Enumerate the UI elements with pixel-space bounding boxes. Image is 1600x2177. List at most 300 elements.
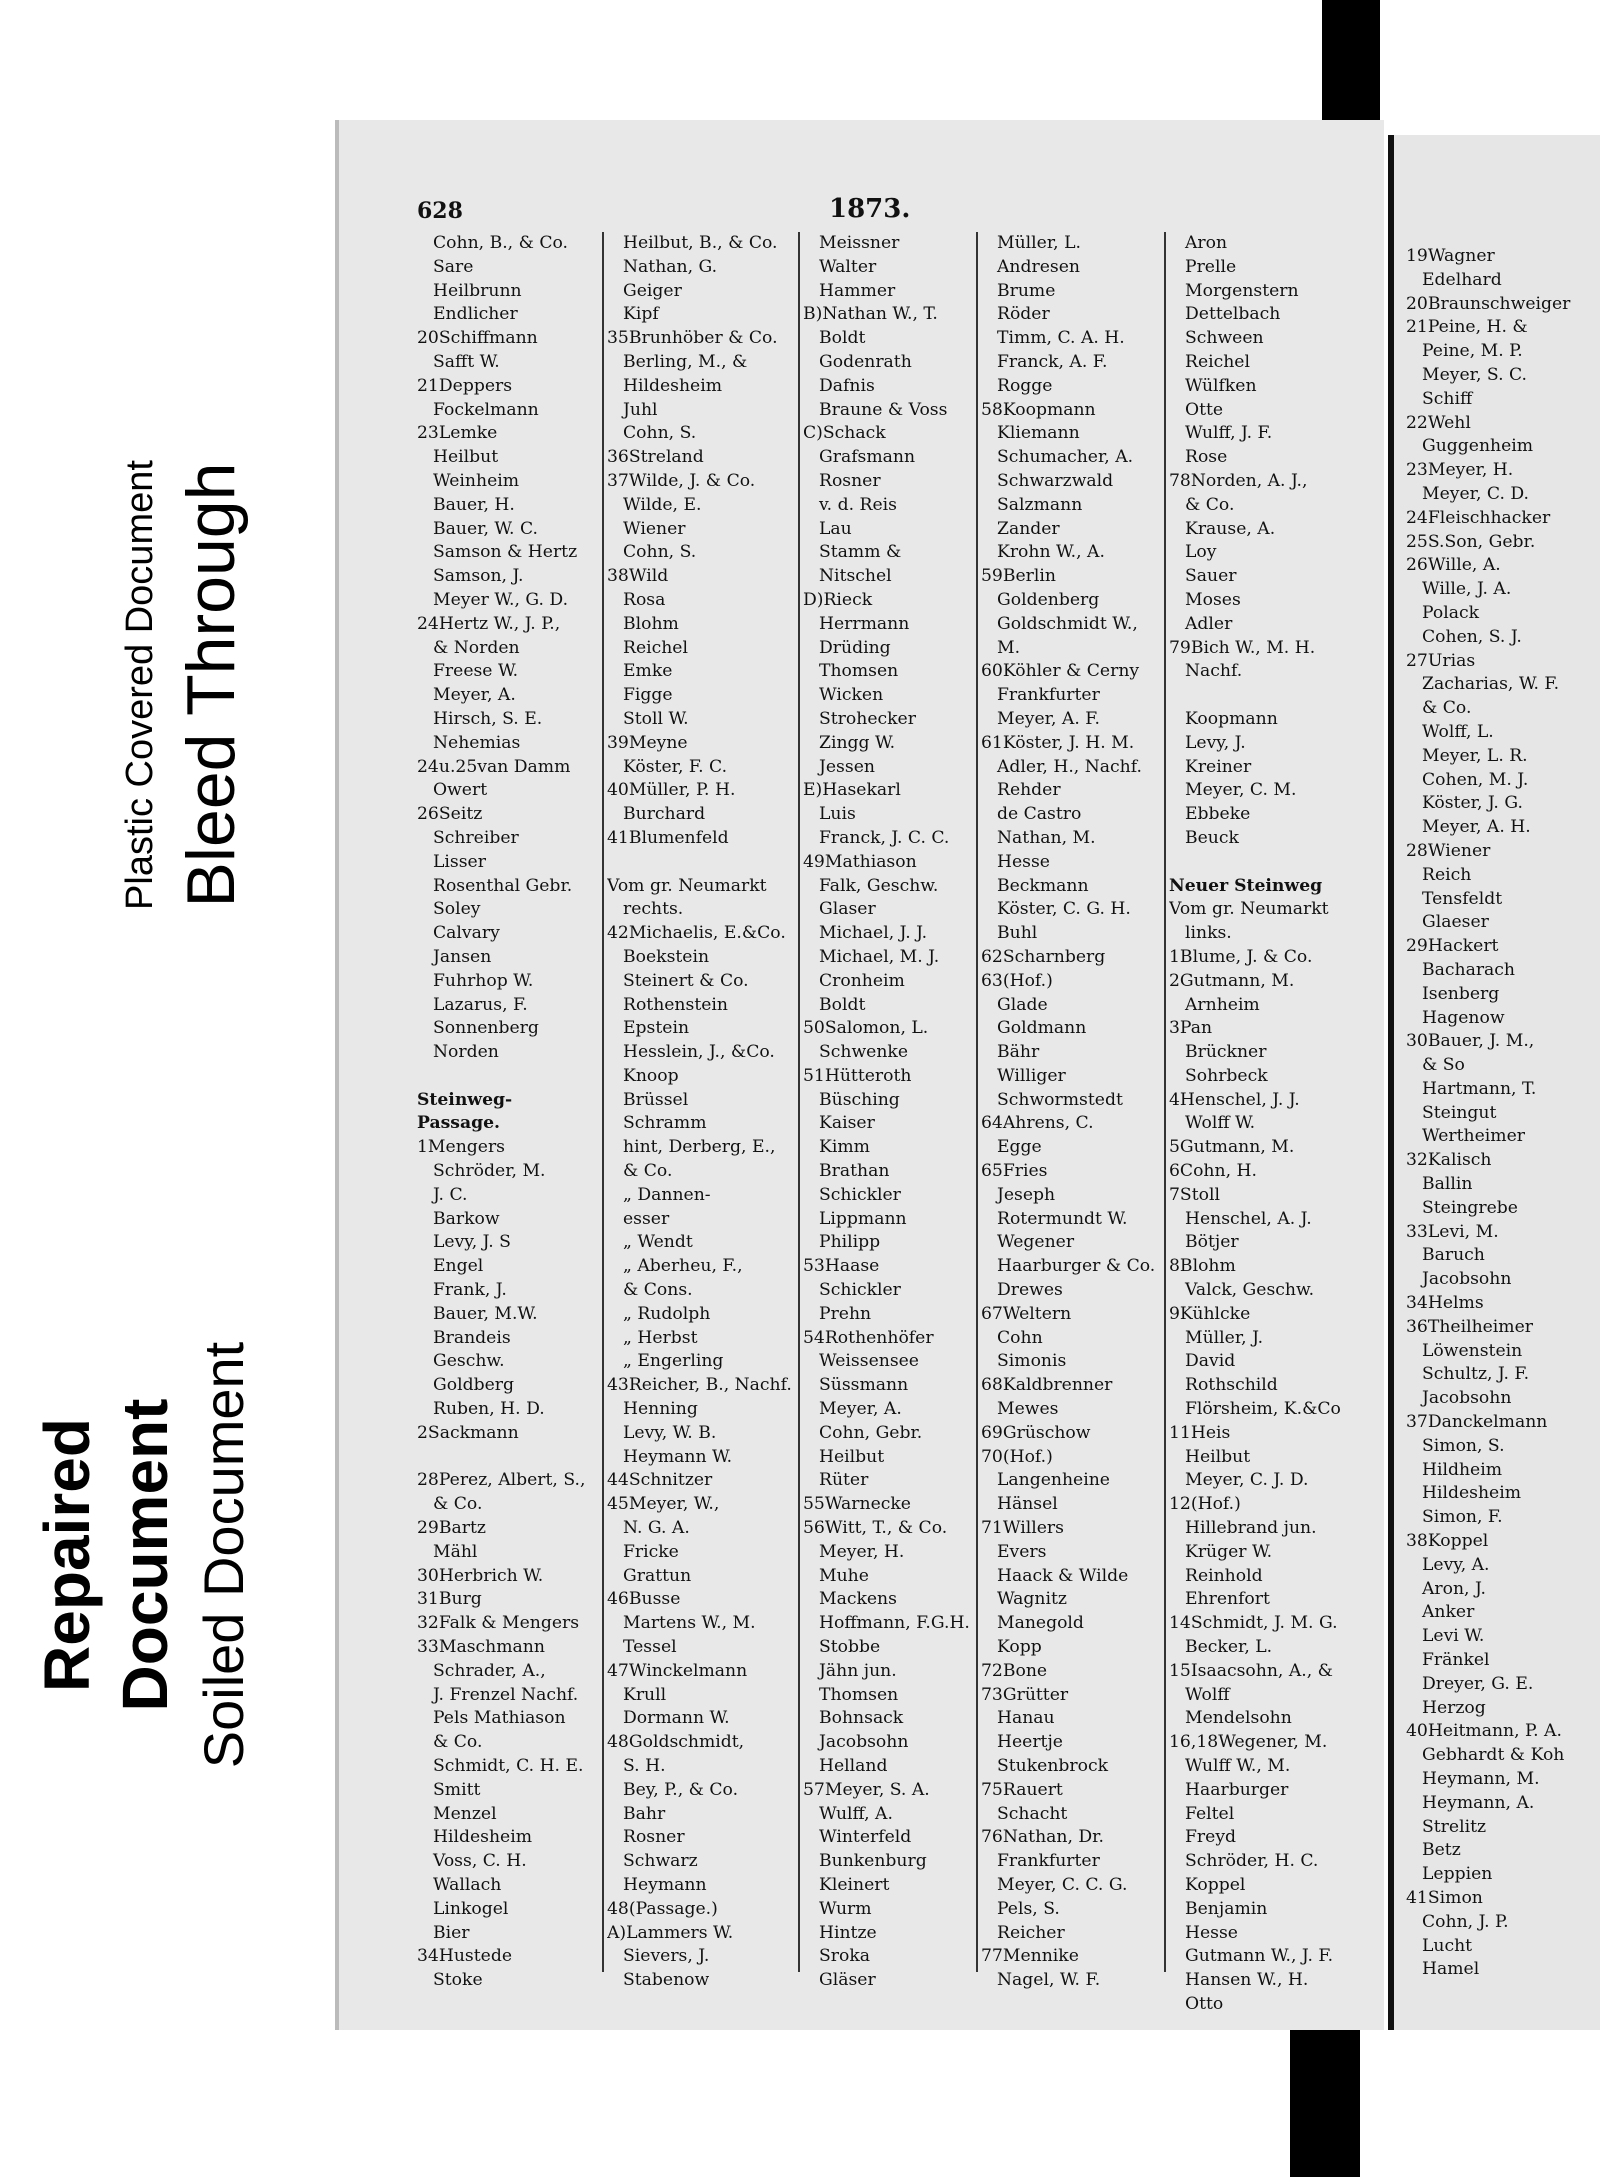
label-document: Document: [109, 1398, 181, 1712]
facing-page: [1388, 135, 1600, 2030]
directory-entry: Frank, J.: [433, 1280, 507, 1301]
directory-entry: Wicken: [819, 685, 884, 706]
directory-entry: Sohrbeck: [1185, 1065, 1268, 1086]
directory-entry: 22Wehl: [1406, 412, 1471, 433]
label-bleed-through: Bleed Through: [173, 462, 249, 908]
directory-entry: Nachf.: [1185, 661, 1243, 682]
directory-entry: Ballin: [1422, 1174, 1473, 1195]
directory-entry: Wülfken: [1185, 375, 1257, 396]
directory-entry: Reichel: [1185, 351, 1250, 372]
label-plastic-covered: Plastic Covered Document: [119, 460, 161, 910]
directory-entry: & Co.: [433, 1494, 483, 1515]
condition-label-bottom: [18, 1255, 328, 1855]
column-rule: [602, 232, 604, 1972]
directory-entry: Jacobsohn: [1422, 1388, 1512, 1409]
directory-entry: 50Salomon, L.: [803, 1018, 929, 1039]
directory-entry: Franck, J. C. C.: [819, 827, 950, 848]
directory-entry: Flörsheim, K.&Co: [1185, 1399, 1341, 1420]
directory-entry: Meyer, C. J. D.: [1185, 1470, 1309, 1491]
directory-entry: Ruben, H. D.: [433, 1399, 545, 1420]
directory-entry: Pels Mathiason: [433, 1708, 566, 1729]
directory-entry: Mähl: [433, 1541, 478, 1562]
directory-entry: Gebhardt & Koh: [1422, 1745, 1565, 1766]
directory-entry: Knoop: [623, 1065, 679, 1086]
directory-entry: Meyer, C. M.: [1185, 780, 1297, 801]
directory-entry: 76Nathan, Dr.: [981, 1827, 1104, 1848]
directory-entry: David: [1185, 1351, 1236, 1372]
directory-entry: Weinheim: [433, 470, 520, 491]
directory-entry: Rothschild: [1185, 1375, 1278, 1396]
directory-entry: Koppel: [1185, 1874, 1246, 1895]
directory-entry: Berling, M., &: [623, 351, 748, 372]
directory-entry: Buhl: [997, 923, 1038, 944]
directory-entry: Leppien: [1422, 1864, 1493, 1885]
directory-entry: Aron: [1185, 233, 1228, 253]
directory-entry: Evers: [997, 1541, 1047, 1562]
directory-entry: Wolff W.: [1185, 1113, 1256, 1134]
directory-entry: Baruch: [1422, 1245, 1485, 1266]
directory-entry: Haarburger & Co.: [997, 1256, 1156, 1277]
directory-entry: & Co.: [1422, 698, 1472, 719]
directory-entry: Krohn W., A.: [997, 542, 1105, 563]
directory-entry: Feltel: [1185, 1803, 1235, 1824]
directory-entry: Hildheim: [1422, 1459, 1503, 1480]
directory-entry: 11Heis: [1169, 1422, 1231, 1443]
directory-entry: Lazarus, F.: [433, 994, 528, 1015]
directory-entry: Blohm: [623, 613, 679, 634]
directory-entry: Schrader, A.,: [433, 1660, 546, 1681]
directory-entry: Steinert & Co.: [623, 970, 749, 991]
directory-entry: Hirsch, S. E.: [433, 708, 543, 729]
directory-entry: 61Köster, J. H. M.: [981, 732, 1135, 753]
directory-entry: 29Hackert: [1406, 936, 1499, 957]
directory-entry: Hartmann, T.: [1422, 1078, 1537, 1099]
directory-entry: v. d. Reis: [819, 494, 897, 515]
directory-entry: Heymann W.: [623, 1446, 733, 1467]
directory-entry: Rothenstein: [623, 994, 728, 1015]
directory-entry: Hänsel: [997, 1494, 1058, 1515]
directory-entry: Benjamin: [1185, 1898, 1268, 1919]
directory-entry: Engel: [433, 1256, 484, 1277]
directory-entry: Cohn, S.: [623, 542, 697, 563]
directory-entry: Moses: [1185, 589, 1241, 610]
directory-entry: Hesslein, J., &Co.: [623, 1042, 775, 1063]
directory-entry: „ Rudolph: [623, 1303, 711, 1324]
directory-entry: Rehder: [997, 780, 1061, 801]
directory-column-5: [1169, 232, 1381, 2017]
directory-entry: Büsching: [819, 1089, 900, 1110]
directory-entry: Boekstein: [623, 946, 710, 967]
directory-entry: Williger: [997, 1065, 1066, 1086]
directory-entry: Süssmann: [819, 1375, 909, 1396]
directory-entry: 5Gutmann, M.: [1169, 1137, 1295, 1158]
directory-entry: Heilbrunn: [433, 280, 522, 301]
directory-entry: Prelle: [1185, 256, 1237, 277]
directory-entry: 1Blume, J. & Co.: [1169, 946, 1313, 967]
directory-entry: 41Blumenfeld: [607, 827, 729, 848]
directory-entry: 24Hertz W., J. P.,: [417, 613, 561, 634]
directory-entry: [607, 851, 795, 875]
directory-entry: Lippmann: [819, 1208, 907, 1229]
directory-entry: Simon, F.: [1422, 1507, 1503, 1528]
directory-entry: Levy, A.: [1422, 1554, 1490, 1575]
directory-entry: 30Bauer, J. M.,: [1406, 1031, 1535, 1052]
directory-entry: Müller, L.: [997, 233, 1081, 253]
directory-entry: Walter: [819, 256, 877, 277]
directory-entry: Strelitz: [1422, 1816, 1487, 1837]
directory-entry: 21Peine, H. &: [1406, 317, 1528, 338]
directory-entry: hint, Derberg, E.,: [623, 1137, 776, 1158]
directory-entry: „ Engerling: [623, 1351, 724, 1372]
directory-entry: Heilbut: [1185, 1446, 1251, 1467]
directory-entry: Helland: [819, 1756, 888, 1776]
directory-entry: Frankfurter: [997, 1851, 1100, 1872]
directory-entry: Freyd: [1185, 1827, 1237, 1848]
directory-entry: Levy, J.: [1185, 732, 1246, 753]
directory-entry: Goldmann: [997, 1018, 1087, 1039]
directory-entry: 73Grütter: [981, 1684, 1069, 1705]
directory-entry: 21Deppers: [417, 375, 513, 396]
directory-entry: Pels, S.: [997, 1898, 1060, 1919]
directory-entry: J. C.: [433, 1184, 468, 1205]
directory-entry: 27Urias: [1406, 650, 1476, 671]
directory-entry: Smitt: [433, 1779, 481, 1800]
directory-entry: Zander: [997, 518, 1060, 539]
directory-entry: Rosner: [623, 1827, 685, 1848]
directory-entry: Geiger: [623, 280, 682, 301]
scanner-edge-bottom: [1290, 2030, 1360, 2177]
directory-entry: Brume: [997, 280, 1056, 301]
directory-entry: Stobbe: [819, 1637, 881, 1658]
directory-entry: 28Perez, Albert, S.,: [417, 1470, 586, 1491]
directory-entry: Schickler: [819, 1184, 901, 1205]
directory-entry: A)Lammers W.: [607, 1922, 734, 1943]
directory-entry: 67Weltern: [981, 1303, 1072, 1324]
directory-entry: Heymann: [623, 1874, 707, 1895]
directory-entry: 1Mengers: [417, 1137, 505, 1158]
directory-entry: Krause, A.: [1185, 518, 1276, 539]
directory-entry: [417, 1446, 599, 1470]
directory-entry: 31Burg: [417, 1589, 482, 1610]
directory-entry: Bötjer: [1185, 1232, 1239, 1253]
directory-entry: 37Wilde, J. & Co.: [607, 470, 756, 491]
directory-entry: Hildesheim: [623, 375, 723, 396]
directory-page: [335, 120, 1384, 2030]
directory-entry: Wulff W., M.: [1185, 1756, 1291, 1776]
directory-entry: Egge: [997, 1137, 1042, 1158]
directory-entry: Kipf: [623, 304, 659, 325]
directory-entry: Jacobsohn: [1422, 1269, 1512, 1290]
directory-entry: 44Schnitzer: [607, 1470, 713, 1491]
directory-entry: 59Berlin: [981, 566, 1056, 587]
directory-entry: Reinhold: [1185, 1565, 1263, 1586]
directory-entry: Wallach: [433, 1874, 502, 1895]
directory-entry: Cronheim: [819, 970, 905, 991]
condition-label-top: [90, 340, 330, 1030]
directory-entry: Sare: [433, 256, 474, 277]
directory-entry: Nagel, W. F.: [997, 1970, 1101, 1991]
directory-entry: Steingrebe: [1422, 1197, 1518, 1218]
page-number: 628: [417, 198, 463, 224]
directory-entry: 36Streland: [607, 447, 704, 468]
directory-entry: Heilbut: [433, 447, 499, 468]
directory-column-1: [417, 232, 599, 1993]
directory-entry: 48Goldschmidt,: [607, 1732, 745, 1753]
directory-entry: Goldberg: [433, 1375, 514, 1396]
label-repaired: Repaired: [31, 1418, 103, 1692]
directory-entry: Manegold: [997, 1613, 1084, 1634]
directory-entry: 20Schiffmann: [417, 328, 538, 349]
directory-entry: Herzog: [1422, 1697, 1486, 1718]
directory-entry: links.: [1185, 923, 1232, 944]
directory-entry: Cohn, B., & Co.: [433, 233, 569, 253]
directory-entry: [1169, 684, 1381, 708]
directory-entry: Bahr: [623, 1803, 666, 1824]
directory-entry: 3Pan: [1169, 1018, 1213, 1039]
directory-entry: Winterfeld: [819, 1827, 912, 1848]
directory-entry: Boldt: [819, 994, 866, 1015]
directory-entry: Kleinert: [819, 1874, 890, 1895]
directory-entry: Beuck: [1185, 827, 1239, 848]
directory-entry: 37Danckelmann: [1406, 1412, 1548, 1433]
directory-entry: Betz: [1422, 1840, 1461, 1861]
directory-entry: Kimm: [819, 1137, 870, 1158]
directory-entry: Sauer: [1185, 566, 1237, 587]
directory-entry: M.: [997, 637, 1021, 658]
directory-entry: Wagnitz: [997, 1589, 1067, 1610]
directory-entry: 49Mathiason: [803, 851, 917, 872]
page-year: 1873.: [829, 194, 911, 224]
directory-entry: Ehrenfort: [1185, 1589, 1270, 1610]
directory-entry: Röder: [997, 304, 1050, 325]
directory-entry: 4Henschel, J. J.: [1169, 1089, 1300, 1110]
directory-entry: Otte: [1185, 399, 1224, 420]
directory-entry: Safft W.: [433, 351, 500, 372]
directory-entry: „ Aberheu, F.,: [623, 1256, 743, 1277]
directory-entry: S. H.: [623, 1756, 666, 1776]
directory-column-3: [803, 232, 973, 1993]
directory-entry: Hammer: [819, 280, 896, 301]
directory-entry: Stabenow: [623, 1970, 710, 1991]
directory-entry: C)Schack: [803, 423, 886, 444]
directory-entry: Bähr: [997, 1042, 1040, 1063]
directory-entry: Jeseph: [997, 1184, 1056, 1205]
column-rule: [1164, 232, 1166, 1972]
directory-entry: Peine, M. P.: [1422, 341, 1523, 362]
directory-entry: Reicher: [997, 1922, 1065, 1943]
directory-entry: Weissensee: [819, 1351, 919, 1372]
directory-entry: Stukenbrock: [997, 1756, 1109, 1776]
directory-entry: 29Bartz: [417, 1518, 486, 1539]
directory-entry: Schröder, H. C.: [1185, 1851, 1319, 1872]
directory-entry: Wegener: [997, 1232, 1075, 1253]
directory-entry: Bunkenburg: [819, 1851, 927, 1872]
directory-entry: Nehemias: [433, 732, 521, 753]
directory-entry: Meyer, C. C. G.: [997, 1874, 1128, 1895]
directory-entry: Cohn, Gebr.: [819, 1422, 923, 1443]
directory-entry: Timm, C. A. H.: [997, 328, 1125, 349]
directory-entry: Jessen: [819, 756, 875, 777]
directory-entry: 33Maschmann: [417, 1637, 545, 1658]
directory-entry: Grafsmann: [819, 447, 916, 468]
directory-column-4: [981, 232, 1161, 1993]
directory-entry: & Co.: [623, 1161, 673, 1182]
directory-entry: Burchard: [623, 804, 706, 825]
directory-entry: 32Falk & Mengers: [417, 1613, 580, 1634]
directory-entry: 26Wille, A.: [1406, 555, 1501, 576]
directory-entry: 38Wild: [607, 566, 669, 587]
directory-entry: Schreiber: [433, 827, 519, 848]
directory-entry: Glade: [997, 994, 1048, 1015]
directory-entry: Schmidt, C. H. E.: [433, 1756, 584, 1776]
directory-entry: Glaeser: [1422, 912, 1489, 933]
directory-entry: 57Meyer, S. A.: [803, 1779, 930, 1800]
directory-entry: Hildesheim: [1422, 1483, 1522, 1504]
directory-entry: Samson & Hertz: [433, 542, 578, 563]
directory-entry: 60Köhler & Cerny: [981, 661, 1140, 682]
directory-entry: 14Schmidt, J. M. G.: [1169, 1613, 1338, 1634]
directory-entry: Neuer Steinweg: [1169, 875, 1323, 896]
directory-entry: 32Kalisch: [1406, 1150, 1492, 1171]
directory-entry: Calvary: [433, 923, 500, 944]
directory-entry: Meissner: [819, 233, 900, 253]
directory-entry: Michael, M. J.: [819, 946, 940, 967]
directory-entry: Steinweg-: [417, 1089, 513, 1110]
directory-entry: Hanau: [997, 1708, 1055, 1729]
directory-entry: Simon, S.: [1422, 1435, 1505, 1456]
directory-entry: Heilbut: [819, 1446, 885, 1467]
directory-entry: 45Meyer, W.,: [607, 1494, 720, 1515]
directory-entry: Dettelbach: [1185, 304, 1281, 325]
directory-entry: Fränkel: [1422, 1650, 1490, 1671]
directory-entry: 24Fleischhacker: [1406, 507, 1551, 528]
directory-entry: Stamm &: [819, 542, 902, 563]
directory-entry: Mewes: [997, 1399, 1059, 1420]
directory-entry: Boldt: [819, 328, 866, 349]
directory-entry: Samson, J.: [433, 566, 524, 587]
directory-entry: 26Seitz: [417, 804, 483, 825]
directory-entry: Gläser: [819, 1970, 876, 1991]
directory-entry: Hagenow: [1422, 1007, 1505, 1028]
directory-entry: Fricke: [623, 1541, 679, 1562]
directory-entry: Levy, W. B.: [623, 1422, 717, 1443]
directory-entry: Müller, J.: [1185, 1327, 1264, 1348]
directory-entry: Levy, J. S: [433, 1232, 511, 1253]
directory-entry: Bohnsack: [819, 1708, 904, 1729]
directory-entry: & Cons.: [623, 1280, 693, 1301]
directory-entry: 47Winckelmann: [607, 1660, 748, 1681]
directory-entry: Anker: [1422, 1602, 1475, 1623]
directory-entry: Brandeis: [433, 1327, 511, 1348]
directory-entry: Nitschel: [819, 566, 892, 587]
directory-entry: Michael, J. J.: [819, 923, 928, 944]
directory-entry: Hintze: [819, 1922, 877, 1943]
directory-entry: Schwarzwald: [997, 470, 1114, 491]
directory-entry: Ebbeke: [1185, 804, 1251, 825]
directory-entry: Schumacher, A.: [997, 447, 1134, 468]
directory-entry: de Castro: [997, 804, 1082, 825]
directory-entry: 62Scharnberg: [981, 946, 1106, 967]
directory-entry: 41Simon: [1406, 1887, 1483, 1908]
directory-entry: Thomsen: [819, 1684, 899, 1705]
directory-entry: Schwormstedt: [997, 1089, 1123, 1110]
directory-entry: Krull: [623, 1684, 667, 1705]
directory-entry: Meyer, A. F.: [997, 708, 1100, 729]
directory-entry: Isenberg: [1422, 983, 1500, 1004]
directory-entry: Sroka: [819, 1946, 871, 1967]
directory-entry: 69Grüschow: [981, 1422, 1091, 1443]
directory-entry: Bacharach: [1422, 959, 1515, 980]
directory-entry: Löwenstein: [1422, 1340, 1523, 1361]
directory-entry: Falk, Geschw.: [819, 875, 939, 896]
directory-entry: Koopmann: [1185, 708, 1278, 729]
directory-entry: Dreyer, G. E.: [1422, 1673, 1534, 1694]
directory-entry: Cohen, M. J.: [1422, 769, 1529, 790]
directory-entry: Mackens: [819, 1589, 897, 1610]
directory-entry: Fockelmann: [433, 399, 539, 420]
directory-entry: Hansen W., H.: [1185, 1970, 1309, 1991]
directory-entry: Geschw.: [433, 1351, 505, 1372]
directory-entry: Bey, P., & Co.: [623, 1779, 739, 1800]
directory-entry: Wilde, E.: [623, 494, 702, 515]
directory-entry: Cohn, J. P.: [1422, 1911, 1509, 1932]
directory-entry: Heertje: [997, 1732, 1063, 1753]
directory-entry: Rogge: [997, 375, 1053, 396]
directory-entry: Schween: [1185, 328, 1264, 349]
directory-entry: Kopp: [997, 1637, 1042, 1658]
directory-entry: 2Sackmann: [417, 1422, 519, 1443]
directory-entry: Henning: [623, 1399, 698, 1420]
directory-entry: B)Nathan W., T.: [803, 304, 938, 325]
directory-entry: esser: [623, 1208, 670, 1229]
directory-entry: Drewes: [997, 1280, 1063, 1301]
directory-entry: Jansen: [433, 946, 492, 967]
directory-entry: Levi W.: [1422, 1626, 1485, 1647]
directory-entry: Bauer, M.W.: [433, 1303, 538, 1324]
directory-entry: Grattun: [623, 1565, 692, 1586]
directory-entry: Dafnis: [819, 375, 875, 396]
directory-entry: „ Dannen-: [623, 1184, 711, 1205]
directory-entry: Schramm: [623, 1113, 707, 1134]
directory-entry: Heymann, M.: [1422, 1769, 1540, 1789]
directory-entry: [1169, 851, 1381, 875]
directory-entry: Menzel: [433, 1803, 497, 1824]
directory-entry: Goldenberg: [997, 589, 1100, 610]
directory-entry: Lucht: [1422, 1935, 1473, 1956]
directory-entry: Kliemann: [997, 423, 1080, 444]
directory-entry: Edelhard: [1422, 269, 1502, 290]
directory-entry: „ Herbst: [623, 1327, 698, 1348]
directory-entry: Rosner: [819, 470, 881, 491]
directory-entry: 40Müller, P. H.: [607, 780, 736, 801]
directory-entry: 46Busse: [607, 1589, 681, 1610]
directory-entry: 72Bone: [981, 1660, 1048, 1681]
directory-entry: Voss, C. H.: [433, 1851, 527, 1872]
directory-entry: Becker, L.: [1185, 1637, 1273, 1658]
directory-entry: Meyer, A.: [433, 685, 516, 706]
directory-entry: 58Koopmann: [981, 399, 1096, 420]
directory-entry: Jähn jun.: [819, 1660, 897, 1681]
directory-entry: Barkow: [433, 1208, 500, 1229]
directory-entry: Wulff, J. F.: [1185, 423, 1273, 444]
directory-entry: „ Wendt: [623, 1232, 693, 1253]
directory-entry: Stoke: [433, 1970, 483, 1991]
directory-entry: 15Isaacsohn, A., &: [1169, 1660, 1333, 1681]
directory-entry: Wille, J. A.: [1422, 579, 1512, 600]
directory-entry: 9Kühlcke: [1169, 1303, 1251, 1324]
directory-entry: Zingg W.: [819, 732, 896, 753]
directory-entry: Hoffmann, F.G.H.: [819, 1613, 970, 1634]
